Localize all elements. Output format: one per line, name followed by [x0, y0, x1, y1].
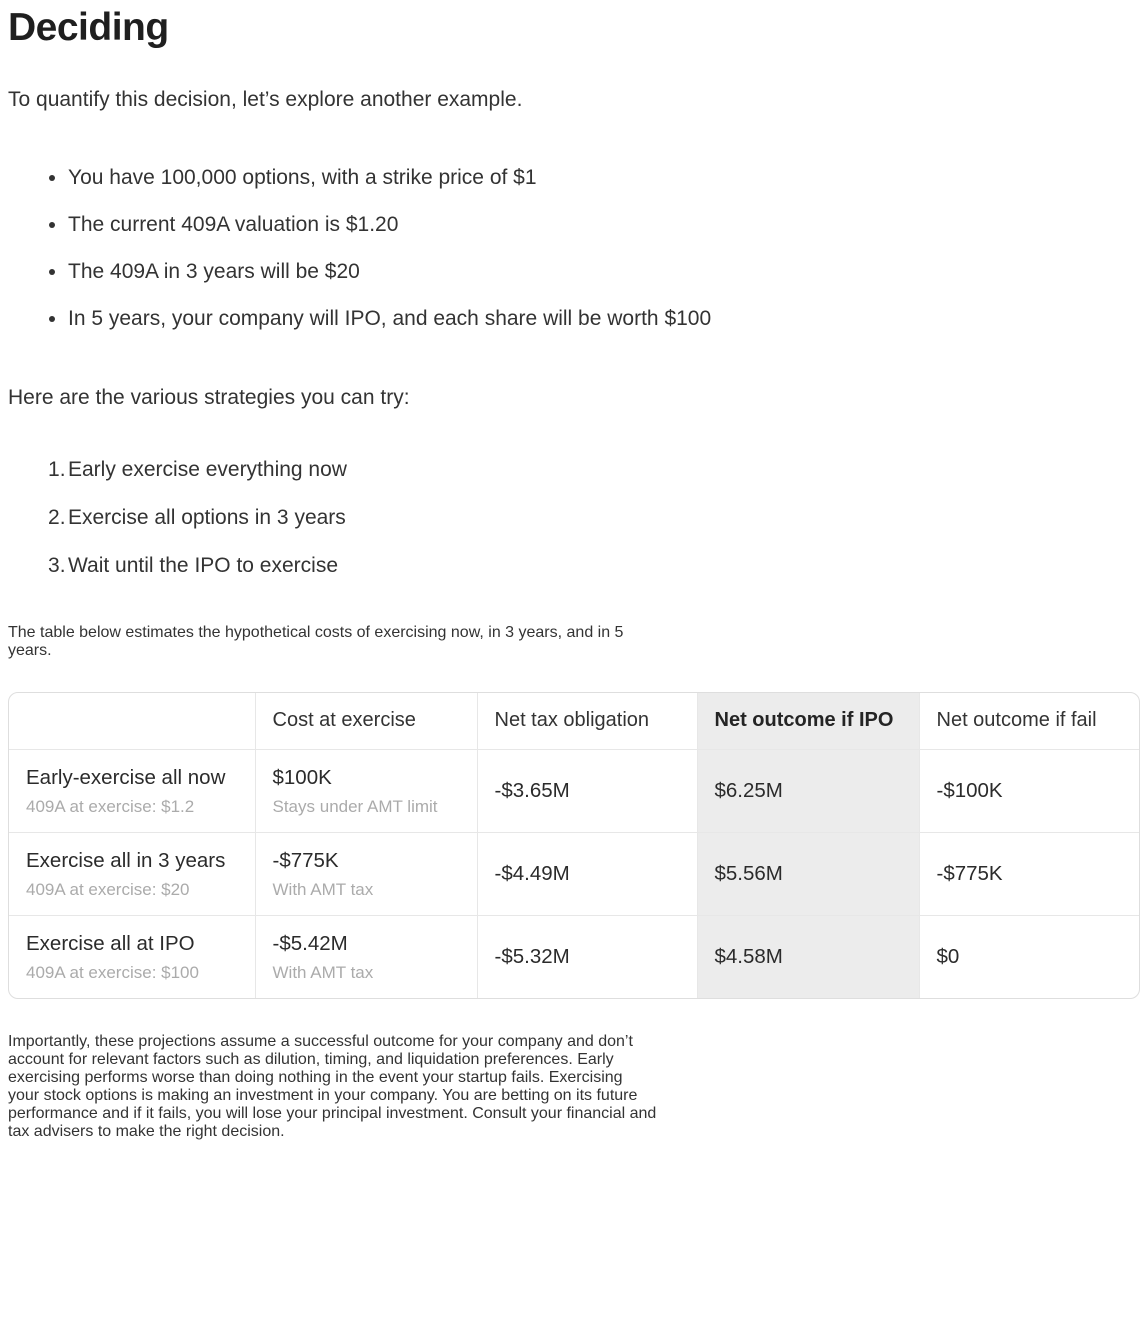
closing-line: performance and if it fails, you will lose your principal investment. Consult your financial and [8, 1105, 657, 1122]
cell-net-outcome-if-fail: -$100K [919, 749, 1139, 832]
column-header-net-outcome-if-ipo: Net outcome if IPO [697, 693, 919, 749]
cell-cost-at-exercise [255, 915, 477, 998]
intro-paragraph: To quantify this decision, let’s explore another example. [8, 88, 523, 111]
table-row [9, 832, 1139, 915]
cost-note: With AMT tax [272, 879, 374, 899]
assumptions-list [8, 163, 1140, 334]
cell-strategy [9, 832, 255, 915]
cell-net-tax-obligation: -$3.65M [477, 749, 697, 832]
page-title: Deciding [8, 6, 169, 49]
cell-net-outcome-if-fail: $0 [919, 915, 1139, 998]
cell-strategy [9, 749, 255, 832]
cost-value: $100K [272, 765, 332, 789]
list-item [8, 210, 1140, 240]
list-item [8, 257, 1140, 287]
bullet-icon [49, 222, 55, 228]
cell-net-tax-obligation: -$4.49M [477, 832, 697, 915]
table-row [9, 915, 1139, 998]
column-header-net-tax-obligation: Net tax obligation [477, 693, 697, 749]
list-item-text: In 5 years, your company will IPO, and each share will be worth $100 [68, 307, 712, 330]
table-row [9, 749, 1139, 832]
cell-net-outcome-if-fail: -$775K [919, 832, 1139, 915]
list-item-text: The current 409A valuation is $1.20 [68, 213, 399, 236]
strategies-list [8, 455, 1140, 581]
cost-comparison-table-container [8, 692, 1140, 999]
list-item [8, 455, 1140, 485]
list-item-text: You have 100,000 options, with a strike price of $1 [68, 166, 537, 189]
list-item-text: Exercise all options in 3 years [68, 506, 346, 529]
column-header-cost-at-exercise: Cost at exercise [255, 693, 477, 749]
strategies-intro-paragraph: Here are the various strategies you can try: [8, 386, 410, 409]
cell-strategy [9, 915, 255, 998]
strategy-label: Exercise all at IPO [26, 931, 195, 955]
strategy-label: Exercise all in 3 years [26, 848, 226, 872]
list-item [8, 304, 1140, 334]
cost-value: -$5.42M [272, 931, 348, 955]
closing-line: tax advisers to make the right decision. [8, 1123, 285, 1140]
list-item [8, 551, 1140, 581]
cost-note: With AMT tax [272, 962, 374, 982]
list-item-text: Early exercise everything now [68, 458, 347, 481]
table-header-row [9, 693, 1139, 749]
cell-cost-at-exercise [255, 749, 477, 832]
article-section [0, 4, 1148, 1141]
strategy-sublabel: 409A at exercise: $1.2 [26, 796, 195, 816]
column-header-strategy [9, 693, 255, 749]
bullet-icon [49, 175, 55, 181]
closing-line: account for relevant factors such as dilution, timing, and liquidation preferences. Early [8, 1051, 614, 1068]
list-item [8, 163, 1140, 193]
cost-comparison-table [9, 693, 1139, 998]
bullet-icon [49, 316, 55, 322]
column-header-net-outcome-if-fail: Net outcome if fail [919, 693, 1139, 749]
closing-line: your stock options is making an investment in your company. You are betting on its future [8, 1087, 638, 1104]
strategy-sublabel: 409A at exercise: $100 [26, 962, 199, 982]
cost-note: Stays under AMT limit [272, 796, 438, 816]
caption-line: The table below estimates the hypothetical costs of exercising now, in 3 years, and in 5 [8, 624, 624, 641]
strategy-sublabel: 409A at exercise: $20 [26, 879, 190, 899]
closing-line: Importantly, these projections assume a successful outcome for your company and don’t [8, 1033, 633, 1050]
list-item-text: The 409A in 3 years will be $20 [68, 260, 360, 283]
cell-net-outcome-if-ipo: $4.58M [697, 915, 919, 998]
cell-cost-at-exercise [255, 832, 477, 915]
cell-net-tax-obligation: -$5.32M [477, 915, 697, 998]
list-item-text: Wait until the IPO to exercise [68, 554, 338, 577]
caption-line: years. [8, 642, 52, 659]
strategy-label: Early-exercise all now [26, 765, 226, 789]
list-item [8, 503, 1140, 533]
cell-net-outcome-if-ipo: $6.25M [697, 749, 919, 832]
bullet-icon [49, 269, 55, 275]
cost-value: -$775K [272, 848, 339, 872]
cell-net-outcome-if-ipo: $5.56M [697, 832, 919, 915]
closing-line: exercising performs worse than doing nothing in the event your startup fails. Exercising [8, 1069, 623, 1086]
